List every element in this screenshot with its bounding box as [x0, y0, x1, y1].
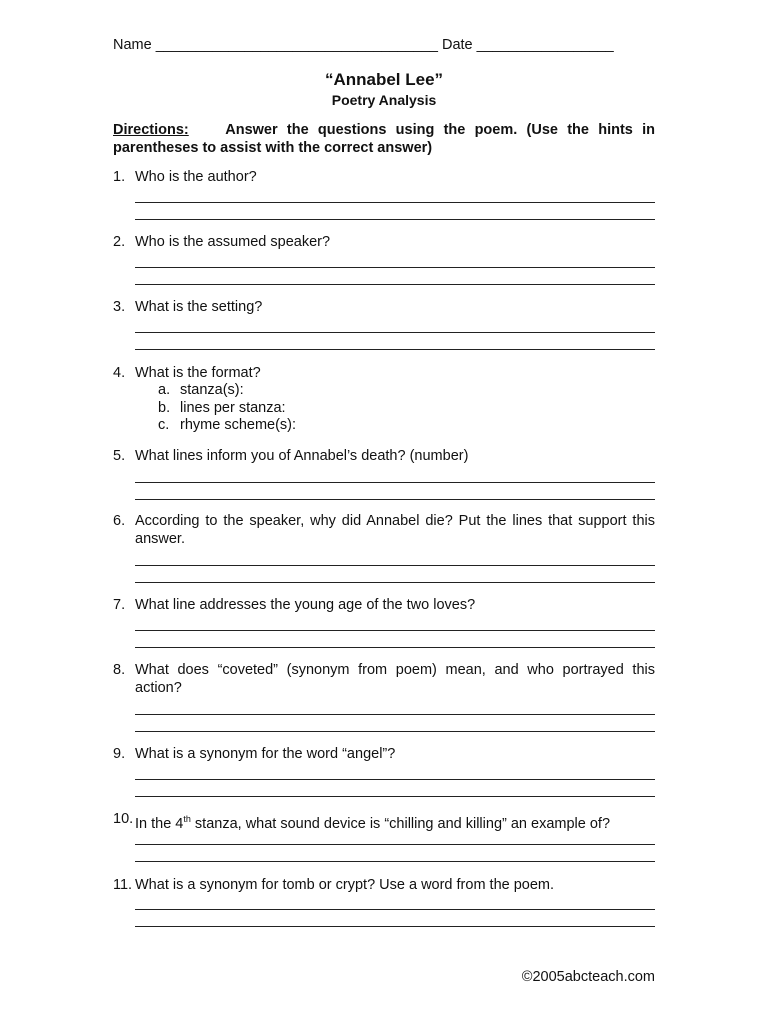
question-text: In the 4th stanza, what sound device is “chilling and killing” an example of?	[135, 814, 611, 832]
question-number: 3.	[113, 299, 126, 315]
question-10	[113, 810, 655, 833]
question-8	[113, 661, 655, 697]
question-number: 1.	[113, 169, 126, 185]
question-3	[113, 298, 655, 316]
answer-line[interactable]	[135, 647, 655, 648]
answer-line[interactable]	[135, 714, 655, 715]
answer-line[interactable]	[135, 630, 655, 631]
answer-line[interactable]	[135, 499, 655, 500]
question-text: What does “coveted” (synonym from poem) mean, and who portrayed this action?	[135, 662, 655, 696]
format-item-c: c. rhyme scheme(s):	[158, 417, 297, 433]
answer-line[interactable]	[135, 349, 655, 350]
format-item-b: b. lines per stanza:	[158, 400, 286, 416]
question-text: What is a synonym for tomb or crypt? Use a word from the poem.	[135, 877, 555, 893]
answer-line[interactable]	[135, 926, 655, 927]
question-number: 5.	[113, 448, 126, 464]
question-6	[113, 512, 655, 548]
page-subtitle: Poetry Analysis	[331, 92, 437, 108]
question-number: 4.	[113, 365, 126, 381]
question-number: 8.	[113, 662, 126, 678]
question-number: 6.	[113, 513, 126, 529]
question-text: What is a synonym for the word “angel”?	[135, 746, 396, 762]
copyright-footer: ©2005abcteach.com	[521, 969, 655, 985]
directions	[113, 121, 655, 157]
answer-line[interactable]	[135, 332, 655, 333]
answer-line[interactable]	[135, 202, 655, 203]
question-text: What is the setting?	[135, 299, 263, 315]
question-7	[113, 596, 655, 614]
question-text: What is the format?	[135, 365, 261, 381]
answer-line[interactable]	[135, 861, 655, 862]
answer-line[interactable]	[135, 909, 655, 910]
answer-line[interactable]	[135, 796, 655, 797]
answer-line[interactable]	[135, 482, 655, 483]
question-number: 10.	[113, 811, 134, 827]
question-text: What lines inform you of Annabel’s death? (number)	[135, 448, 469, 464]
answer-line[interactable]	[135, 284, 655, 285]
question-number: 9.	[113, 746, 126, 762]
name-date-header: Name ___________________________________ Date _________________	[113, 37, 614, 53]
answer-line[interactable]	[135, 219, 655, 220]
answer-line[interactable]	[135, 565, 655, 566]
answer-line[interactable]	[135, 844, 655, 845]
page-title: “Annabel Lee”	[324, 70, 444, 89]
question-number: 7.	[113, 597, 126, 613]
answer-line[interactable]	[135, 779, 655, 780]
question-5	[113, 447, 655, 465]
question-number: 11.	[113, 877, 133, 893]
question-number: 2.	[113, 234, 126, 250]
answer-line[interactable]	[135, 731, 655, 732]
question-text: According to the speaker, why did Annabel die? Put the lines that support this answer.	[135, 513, 655, 547]
question-text: What line addresses the young age of the two loves?	[135, 597, 476, 613]
directions-label: Directions:	[113, 122, 189, 138]
format-item-a: a. stanza(s):	[158, 382, 244, 398]
question-text: Who is the assumed speaker?	[135, 234, 331, 250]
directions-text: Answer the questions using the poem. (Use the hints in parentheses to assist with the correct answer)	[113, 122, 655, 156]
answer-line[interactable]	[135, 582, 655, 583]
answer-line[interactable]	[135, 267, 655, 268]
question-4	[113, 364, 655, 382]
question-2	[113, 233, 655, 251]
question-text: Who is the author?	[135, 169, 257, 185]
question-9	[113, 745, 655, 763]
question-1	[113, 168, 655, 186]
question-11	[113, 876, 655, 894]
